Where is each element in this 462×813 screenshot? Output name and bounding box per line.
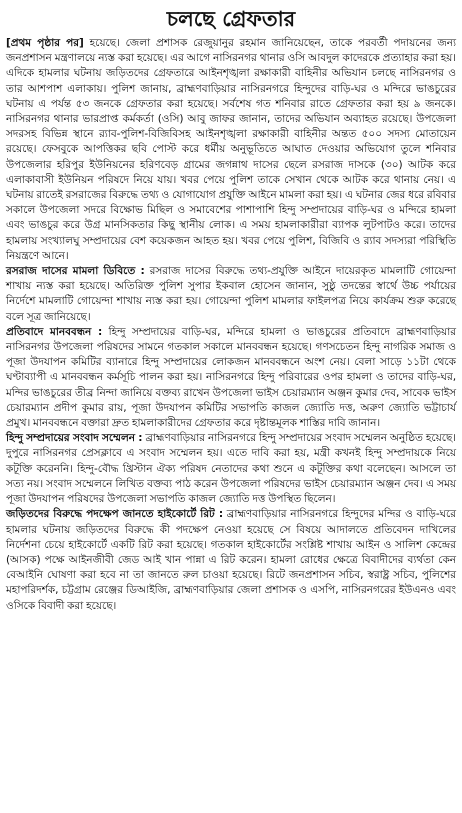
article-paragraph-5	[6, 507, 456, 613]
paragraph-body: ব্রাহ্মণবাড়িয়ার নাসিরনগরে হিন্দু সম্প্রদায়ের সংবাদ সম্মেলন অনুষ্ঠিত হয়েছে। দুপুরে নাসিরনগর প্রেসক্লাবে এ সংবাদ সম্মেলন হয়। এতে দাবি করা হয়, মন্ত্রী কখনই হিন্দু সম্প্রদায়কে নিয়ে কটূক্তি করেননি। হিন্দু-বৌদ্ধ খ্রিস্টান ঐক্য পরিষদ নেতাদের কথা শুনে এ কটূক্তির কথা বলেছেন। আসলে তা সত্য নয়। সংবাদ সম্মেলনে লিখিত বক্তব্য পাঠ করেন উপজেলা পরিষদের ভাইস চেয়ারম্যান অঞ্জন দেব। এ সময় পূজা উদযাপন পরিষদের উপজেলা সভাপতি কাজল জ্যোতি দত্ত উপস্থিত ছিলেন।	[6, 432, 456, 506]
paragraph-body: হিন্দু সম্প্রদায়ের বাড়ি-ঘর, মন্দিরে হামলা ও ভাঙচুরের প্রতিবাদে ব্রাহ্মণবাড়িয়ার নাসিরনগর উপজেলা পরিষদের সামনে গতকাল সকালে মানববন্ধন হয়েছে। গণসচেতন হিন্দু নাগরিক সমাজ ও পূজা উদযাপন কমিটির ব্যানারে হিন্দু সম্প্রদায়ের লোকজন মানববন্ধনে অংশ নেয়। বেলা সাড়ে ১১টা থেকে ঘণ্টাব্যাপী এ মানববন্ধন কর্মসূচি পালন করা হয়। নাসিরনগরে হিন্দু পরিবারের ওপর হামলা ও তাদের বাড়ি-ঘর, মন্দির ভাঙচুরের তীব্র নিন্দা জানিয়ে বক্তব্য রাখেন উপজেলা ভাইস চেয়ারম্যান অঞ্জন কুমার দেব, সাবেক ভাইস চেয়ারম্যান প্রদীপ কুমার রায়, পূজা উদযাপন কমিটির সভাপতি কাজল জ্যোতি দত্ত, অরুণ জ্যোতি ভট্টাচার্য প্রমুখ। মানববন্ধনে বক্তারা দ্রুত হামলাকারীদের গ্রেফতার করে দৃষ্টান্তমূলক শাস্তির দাবি জানান।	[6, 325, 456, 430]
paragraph-body: হয়েছে। জেলা প্রশাসক রেজুয়ানুর রহমান জানিয়েছেন, তাকে পরবর্তী পদায়নের জন্য জনপ্রশাসন মন্ত্রণালয়ে ন্যস্ত করা হয়েছে। এর আগে নাসিরনগর থানার ওসি আবদুল কাদেরকে প্রত্যাহার করা হয়। এদিকে হামলার ঘটনায় জড়িতদের গ্রেফতারে আইনশৃঙ্খলা রক্ষাকারী বাহিনীর অভিযান চলছে নাসিরনগর ও তার আশপাশ এলাকায়। পুলিশ জানায়, ব্রাহ্মণবাড়িয়ার নাসিরনগরে হিন্দুদের বাড়ি-ঘর ও মন্দিরে ভাঙচুরের ঘটনায় এ পর্যন্ত ৫৩ জনকে গ্রেফতার করা হয়েছে। সর্বশেষ গত শনিবার রাতে গ্রেফতার করা হয় ৯ জনকে। নাসিরনগর থানার ভারপ্রাপ্ত কর্মকর্তা (ওসি) আবু জাফর জানান, তাদের অভিযান অব্যাহত রয়েছে। উপজেলা সদরসহ বিভিন্ন স্থানে র‌্যাব-পুলিশ-বিজিবিসহ আইনশৃঙ্খলা রক্ষাকারী বাহিনীর অন্তত ৫০০ সদস্য মোতায়েন রয়েছে। ফেসবুকে আপত্তিকর ছবি পোস্ট করে ধর্মীয় অনুভূতিতে আঘাত দেওয়ার অভিযোগ তুলে শনিবার উপজেলার হরিপুর ইউনিয়নের হরিণবেড় গ্রামের জগন্নাথ দাসের ছেলে রসরাজ দাসকে (৩০) আটক করে এলাকাবাসী ইউনিয়ন পরিষদে নিয়ে যায়। খবর পেয়ে পুলিশ তাকে সেখান থেকে আটক করে থানায় নেয়। এ ঘটনায় রাতেই রসরাজের বিরুদ্ধে তথ্য ও যোগাযোগ প্রযুক্তি আইনে মামলা করা হয়। এ ঘটনার জের ধরে রবিবার সকালে উপজেলা সদরে বিক্ষোভ মিছিল ও সমাবেশের পাশাপাশি হিন্দু সম্প্রদায়ের বাড়ি-ঘর ও মন্দিরে হামলা এবং ভাঙচুর করে উগ্র মানসিকতার কিছু স্থানীয় লোক। এ সময় হামলাকারীরা ব্যাপক লুটপাটও করে। তাদের হামলায় সংখ্যালঘু সম্প্রদায়ের বেশ কয়েকজন আহত হয়। খবর পেয়ে পুলিশ, বিজিবি ও র‌্যাব সদস্যরা পরিস্থিতি নিয়ন্ত্রণে আনে।	[6, 37, 456, 262]
paragraph-body: রসরাজ দাসের বিরুদ্ধে তথ্য-প্রযুক্তি আইনে দায়েরকৃত মামলাটি গোয়েন্দা শাখায় ন্যস্ত করা হয়েছে। অতিরিক্ত পুলিশ সুপার ইকবাল হোসেন জানান, সুষ্ঠু তদন্তের স্বার্থে উচ্চ পর্যায়ের নির্দেশে মামলাটি গোয়েন্দা শাখায় ন্যস্ত করা হয়। গোয়েন্দা পুলিশ মামলার ফাইলপত্র নিয়ে কার্যক্রম শুরু করেছে বলে সূত্র জানিয়েছে।	[6, 265, 456, 323]
article-paragraph-1	[6, 36, 456, 264]
paragraph-body: ব্রাহ্মণবাড়িয়ার নাসিরনগরে হিন্দুদের মন্দির ও বাড়ি-ঘরে হামলার ঘটনায় জড়িতদের বিরুদ্ধে কী পদক্ষেপ নেওয়া হয়েছে সে বিষয়ে আদালতে প্রতিবেদন দাখিলের নির্দেশনা চেয়ে হাইকোর্টে একটি রিট করা হয়েছে। গতকাল হাইকোর্টের সংশ্লিষ্ট শাখায় আইন ও সালিশ কেন্দ্রের (আসক) পক্ষে আইনজীবী জেড আই খান পান্না এ রিট করেন। হামলা রোধের ক্ষেত্রে বিবাদীদের ব্যর্থতা কেন বেআইনি ঘোষণা করা হবে না তা জানতে রুল চাওয়া হয়েছে। রিটে জনপ্রশাসন সচিব, স্বরাষ্ট্র সচিব, পুলিশের মহাপরিদর্শক, চট্টগ্রাম রেঞ্জের ডিআইজি, ব্রাহ্মণবাড়িয়ার জেলা প্রশাসক ও এসপি, নাসিরনগরের ইউএনও এবং ওসিকে বিবাদী করা হয়েছে।	[6, 508, 456, 612]
continuation-marker: [প্রথম পৃষ্ঠার পর]	[6, 37, 84, 49]
article-paragraph-2	[6, 264, 456, 325]
section-heading: হিন্দু সম্প্রদায়ের সংবাদ সম্মেলন :	[6, 432, 143, 445]
section-heading: জড়িতদের বিরুদ্ধে পদক্ষেপ জানতে হাইকোর্টে রিট :	[6, 508, 223, 521]
section-heading: প্রতিবাদে মানববন্ধন :	[6, 325, 103, 338]
section-heading: রসরাজ দাসের মামলা ডিবিতে :	[6, 265, 145, 278]
article-paragraph-3	[6, 325, 456, 431]
article-paragraph-4	[6, 431, 456, 507]
article-headline: চলছে গ্রেফতার	[166, 6, 296, 31]
